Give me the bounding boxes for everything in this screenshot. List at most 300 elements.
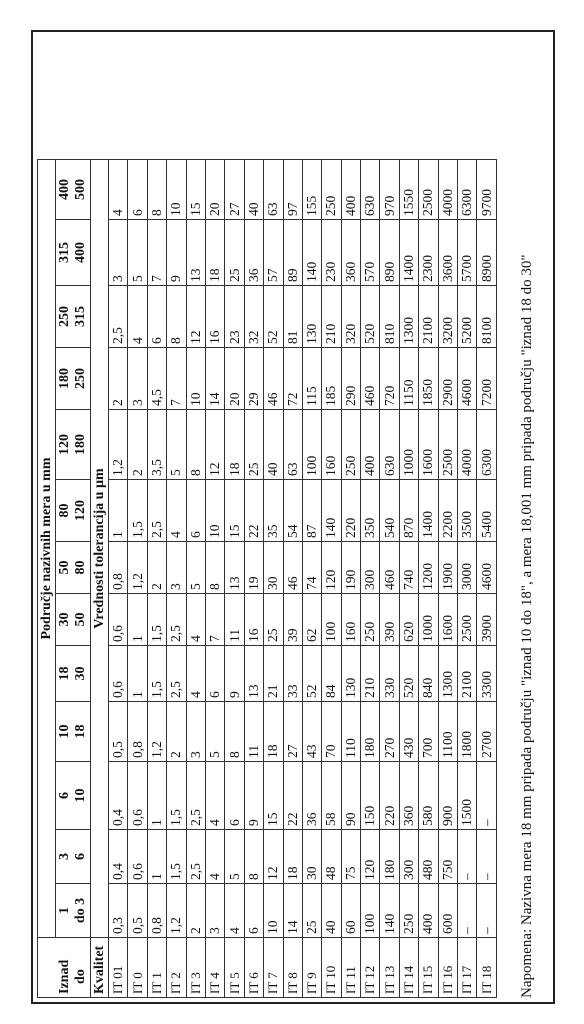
tolerance-value: 72 <box>283 348 302 410</box>
tolerance-value: 2,5 <box>167 646 186 702</box>
tolerance-value: 1,2 <box>147 702 166 762</box>
tolerance-value: 100 <box>361 884 380 938</box>
table-row <box>438 160 457 998</box>
tolerance-value: 6 <box>147 286 166 348</box>
tolerance-value: 290 <box>341 348 360 410</box>
range-to: 250 <box>73 368 88 389</box>
range-column-header <box>56 286 91 348</box>
tolerance-value: 33 <box>283 646 302 702</box>
tolerance-value: – <box>477 830 496 884</box>
tolerance-value: 250 <box>341 410 360 480</box>
range-to: 10 <box>73 788 88 803</box>
tolerance-value: 210 <box>361 646 380 702</box>
tolerance-value: 39 <box>283 594 302 646</box>
tolerance-value: 2,5 <box>186 762 205 830</box>
tolerance-value: 3 <box>205 884 224 938</box>
tolerance-value: 0,6 <box>109 646 128 702</box>
quality-grade: IT 01 <box>109 938 128 998</box>
tolerance-value: 4 <box>109 160 128 220</box>
tolerance-value: 1900 <box>438 542 457 594</box>
tolerance-value: 840 <box>419 646 438 702</box>
tolerance-value: 190 <box>341 542 360 594</box>
tolerance-value: 1550 <box>399 160 418 220</box>
table-row <box>283 160 302 998</box>
tolerance-value: 1 <box>128 646 147 702</box>
table-row <box>244 160 263 998</box>
tolerance-value: 0,5 <box>109 702 128 762</box>
tolerance-value: 1,2 <box>167 884 186 938</box>
tolerance-value: 300 <box>399 830 418 884</box>
tolerance-value: 2,5 <box>167 594 186 646</box>
tolerance-value: 4600 <box>477 542 496 594</box>
tolerance-value: 8 <box>167 286 186 348</box>
tolerance-value: 84 <box>322 646 341 702</box>
range-to: 315 <box>73 306 88 327</box>
tolerance-value: 2 <box>109 348 128 410</box>
tolerance-value: 4000 <box>438 160 457 220</box>
range-from: 120 <box>57 434 72 455</box>
tolerance-value: 180 <box>361 702 380 762</box>
tolerance-value: 3 <box>167 542 186 594</box>
tolerance-value: 9700 <box>477 160 496 220</box>
tolerance-value: 5 <box>128 220 147 286</box>
tolerance-value: 14 <box>283 884 302 938</box>
tolerance-value: 8 <box>205 542 224 594</box>
range-to: 400 <box>73 242 88 263</box>
tolerance-value: 900 <box>438 762 457 830</box>
quality-grade: IT 17 <box>458 938 477 998</box>
tolerance-value: 60 <box>341 884 360 938</box>
tolerance-value: 4600 <box>458 348 477 410</box>
tolerance-value: 21 <box>264 646 283 702</box>
tolerance-value: 630 <box>361 160 380 220</box>
tolerance-value: 750 <box>438 830 457 884</box>
subtitle-row <box>91 160 109 998</box>
tolerance-value: 270 <box>380 702 399 762</box>
tolerance-value: 8 <box>186 410 205 480</box>
tolerance-value: 11 <box>225 594 244 646</box>
quality-grade: IT 4 <box>205 938 224 998</box>
tolerance-value: 180 <box>380 830 399 884</box>
tolerance-value: 580 <box>419 762 438 830</box>
tolerance-value: 2900 <box>438 348 457 410</box>
tolerance-value: 400 <box>361 410 380 480</box>
tolerance-value: 155 <box>302 160 321 220</box>
tolerance-value: 1500 <box>458 762 477 830</box>
tolerance-value: 40 <box>264 410 283 480</box>
tolerance-value: 400 <box>419 884 438 938</box>
tolerance-value: 320 <box>341 286 360 348</box>
rotated-content <box>31 30 555 1004</box>
range-from: 1 <box>57 907 72 914</box>
tolerance-value: 2300 <box>419 220 438 286</box>
tolerance-value: 1000 <box>419 594 438 646</box>
tolerance-value: 25 <box>244 410 263 480</box>
tolerance-value: 19 <box>244 542 263 594</box>
tolerance-value: 400 <box>341 160 360 220</box>
tolerance-value: 100 <box>302 410 321 480</box>
tolerance-value: 8900 <box>477 220 496 286</box>
tolerance-value: 11 <box>244 702 263 762</box>
tolerance-value: – <box>477 884 496 938</box>
range-title: Područje nazivnih mera u mm <box>38 160 56 938</box>
tolerance-value: 7200 <box>477 348 496 410</box>
table-row <box>419 160 438 998</box>
tolerance-value: 350 <box>361 480 380 542</box>
tolerance-value: 1150 <box>399 348 418 410</box>
tolerance-value: 3600 <box>438 220 457 286</box>
tolerance-value: 150 <box>361 762 380 830</box>
tolerance-value: 3 <box>186 702 205 762</box>
tolerance-value: 4 <box>186 646 205 702</box>
tolerance-value: 1000 <box>399 410 418 480</box>
range-from: 250 <box>57 306 72 327</box>
tolerance-value: 0,4 <box>109 762 128 830</box>
tolerance-value: 2 <box>128 410 147 480</box>
tolerance-value: 29 <box>244 348 263 410</box>
tolerance-value: 25 <box>302 884 321 938</box>
tolerance-value: 250 <box>322 160 341 220</box>
tolerance-value: 1 <box>147 830 166 884</box>
range-column-header <box>56 762 91 830</box>
tolerance-value: 18 <box>264 702 283 762</box>
tolerance-value: 700 <box>419 702 438 762</box>
quality-grade: IT 8 <box>283 938 302 998</box>
tolerance-value: 115 <box>302 348 321 410</box>
tolerance-value: 25 <box>264 594 283 646</box>
tolerance-value: 360 <box>399 762 418 830</box>
tolerance-value: 18 <box>225 410 244 480</box>
range-from: 315 <box>57 242 72 263</box>
tolerance-value: 30 <box>264 542 283 594</box>
range-title-row <box>38 160 56 998</box>
tolerance-value: 3900 <box>477 594 496 646</box>
range-to: 30 <box>73 666 88 681</box>
range-column-header <box>56 220 91 286</box>
tolerance-value: 6 <box>244 884 263 938</box>
tolerance-value: 210 <box>322 286 341 348</box>
tolerance-value: 8 <box>225 702 244 762</box>
tolerance-value: 74 <box>302 542 321 594</box>
tolerance-value: 7 <box>147 220 166 286</box>
tolerance-value: 22 <box>283 762 302 830</box>
tolerance-value: 1,5 <box>167 762 186 830</box>
tolerance-value: 62 <box>302 594 321 646</box>
footnote: Napomena: Nazivna mera 18 mm pripada području "iznad 10 do 18", a mera 18,001 mm pripada području "iznad 18 do 30" <box>519 254 535 998</box>
tolerance-value: 160 <box>322 410 341 480</box>
tolerance-value: 1300 <box>438 646 457 702</box>
table-row <box>167 160 186 998</box>
tolerance-value: 89 <box>283 220 302 286</box>
range-from: 6 <box>57 792 72 799</box>
tolerance-value: 90 <box>341 762 360 830</box>
tolerance-value: 6 <box>225 762 244 830</box>
tolerance-value: 3,5 <box>147 410 166 480</box>
range-to: 80 <box>73 560 88 575</box>
range-from: 180 <box>57 368 72 389</box>
tolerance-value: 220 <box>341 480 360 542</box>
quality-grade: IT 13 <box>380 938 399 998</box>
tolerance-value: 3 <box>128 348 147 410</box>
tolerance-value: 720 <box>380 348 399 410</box>
range-to: 18 <box>73 724 88 739</box>
tolerance-value: 75 <box>341 830 360 884</box>
quality-grade: IT 1 <box>147 938 166 998</box>
tolerance-value: 4 <box>128 286 147 348</box>
tolerance-value: – <box>458 884 477 938</box>
range-to: do 3 <box>73 897 88 924</box>
tolerance-value: 7 <box>167 348 186 410</box>
tolerance-value: 8 <box>147 160 166 220</box>
tolerance-value: 1,2 <box>109 410 128 480</box>
range-from: 18 <box>57 666 72 681</box>
tolerance-value: 6 <box>128 160 147 220</box>
tolerance-value: 10 <box>264 884 283 938</box>
tolerance-value: 2100 <box>458 646 477 702</box>
tolerance-value: 5 <box>205 702 224 762</box>
tolerance-value: 5200 <box>458 286 477 348</box>
quality-grade: IT 14 <box>399 938 418 998</box>
quality-grade: IT 16 <box>438 938 457 998</box>
tolerance-value: 520 <box>361 286 380 348</box>
quality-grade: IT 0 <box>128 938 147 998</box>
tolerance-value: 30 <box>302 830 321 884</box>
tolerance-value: 46 <box>283 542 302 594</box>
tolerance-value: – <box>477 762 496 830</box>
table-row <box>109 160 128 998</box>
corner-header <box>56 938 91 998</box>
table-row <box>458 160 477 998</box>
quality-grade: IT 9 <box>302 938 321 998</box>
tolerance-value: 140 <box>322 480 341 542</box>
tolerance-value: 8 <box>244 830 263 884</box>
tolerance-value: 130 <box>341 646 360 702</box>
tolerance-value: 1,5 <box>128 480 147 542</box>
tolerance-value: 10 <box>167 160 186 220</box>
range-column-header <box>56 830 91 884</box>
tolerance-value: 100 <box>322 594 341 646</box>
tolerance-value: 16 <box>205 286 224 348</box>
tolerance-value: 870 <box>399 480 418 542</box>
table-row <box>128 160 147 998</box>
tolerance-value: 5 <box>186 542 205 594</box>
quality-grade: IT 6 <box>244 938 263 998</box>
tolerance-value: 2,5 <box>186 830 205 884</box>
tolerance-value: 3 <box>109 220 128 286</box>
tolerance-value: 0,6 <box>109 594 128 646</box>
tolerance-value: 1,5 <box>147 594 166 646</box>
tolerance-value: – <box>458 830 477 884</box>
tolerance-value: 14 <box>205 348 224 410</box>
tolerance-value: 4 <box>167 480 186 542</box>
quality-grade: IT 2 <box>167 938 186 998</box>
table-row <box>186 160 205 998</box>
tolerance-value: 140 <box>302 220 321 286</box>
tolerance-value: 6 <box>205 646 224 702</box>
tolerance-value: 1300 <box>399 286 418 348</box>
tolerance-value: 22 <box>244 480 263 542</box>
range-from: 30 <box>57 612 72 627</box>
tolerance-value: 0,6 <box>128 830 147 884</box>
range-from: 3 <box>57 853 72 860</box>
tolerance-value: 570 <box>361 220 380 286</box>
tolerance-value: 16 <box>244 594 263 646</box>
tolerance-value: 40 <box>322 884 341 938</box>
tolerance-table-wrapper <box>37 159 497 998</box>
table-row <box>477 160 496 998</box>
tolerance-value: 3000 <box>458 542 477 594</box>
tolerance-value: 330 <box>380 646 399 702</box>
table-row <box>322 160 341 998</box>
tolerance-value: 620 <box>399 594 418 646</box>
tolerance-value: 15 <box>186 160 205 220</box>
table-row <box>147 160 166 998</box>
tolerance-value: 1100 <box>438 702 457 762</box>
tolerance-value: 27 <box>225 160 244 220</box>
tolerance-value: 120 <box>361 830 380 884</box>
tolerance-value: 63 <box>264 160 283 220</box>
tolerance-value: 36 <box>244 220 263 286</box>
tolerance-value: 13 <box>186 220 205 286</box>
tolerance-value: 52 <box>264 286 283 348</box>
tolerance-value: 2100 <box>419 286 438 348</box>
tolerance-value: 1600 <box>438 594 457 646</box>
range-column-header <box>56 480 91 542</box>
tolerance-value: 35 <box>264 480 283 542</box>
quality-grade: IT 11 <box>341 938 360 998</box>
tolerance-value: 160 <box>341 594 360 646</box>
tolerance-value: 1600 <box>419 410 438 480</box>
tolerance-value: 2 <box>167 702 186 762</box>
tolerance-value: 36 <box>302 762 321 830</box>
tolerance-value: 300 <box>361 542 380 594</box>
tolerance-value: 5 <box>225 830 244 884</box>
tolerance-value: 13 <box>225 542 244 594</box>
tolerance-value: 390 <box>380 594 399 646</box>
tolerance-value: 2 <box>147 542 166 594</box>
tolerance-value: 185 <box>322 348 341 410</box>
tolerance-value: 1,5 <box>167 830 186 884</box>
tolerance-value: 13 <box>244 646 263 702</box>
tolerance-value: 2500 <box>458 594 477 646</box>
tolerance-value: 1400 <box>399 220 418 286</box>
tolerance-value: 740 <box>399 542 418 594</box>
range-from: 80 <box>57 503 72 518</box>
tolerance-value: 0,4 <box>109 830 128 884</box>
tolerance-value: 10 <box>205 480 224 542</box>
tolerance-table <box>37 159 497 998</box>
tolerance-value: 54 <box>283 480 302 542</box>
tolerance-value: 4,5 <box>147 348 166 410</box>
table-row <box>264 160 283 998</box>
tolerance-value: 3500 <box>458 480 477 542</box>
tolerance-value: 110 <box>341 702 360 762</box>
tolerance-value: 220 <box>380 762 399 830</box>
tolerance-value: 0,3 <box>109 884 128 938</box>
tolerance-value: 140 <box>380 884 399 938</box>
tolerance-value: 0,8 <box>147 884 166 938</box>
tolerance-value: 2,5 <box>147 480 166 542</box>
corner-label-to: do <box>72 969 88 984</box>
tolerance-value: 6 <box>186 480 205 542</box>
tolerance-value: 7 <box>205 594 224 646</box>
quality-grade: IT 5 <box>225 938 244 998</box>
tolerance-value: 540 <box>380 480 399 542</box>
tolerance-value: 3300 <box>477 646 496 702</box>
tolerance-value: 10 <box>186 348 205 410</box>
quality-grade: IT 3 <box>186 938 205 998</box>
range-column-header <box>56 646 91 702</box>
tolerance-value: 230 <box>322 220 341 286</box>
tolerance-value: 0,6 <box>128 762 147 830</box>
tolerance-value: 1,5 <box>147 646 166 702</box>
tolerance-value: 58 <box>322 762 341 830</box>
tolerance-value: 1850 <box>419 348 438 410</box>
tolerance-value: 5400 <box>477 480 496 542</box>
tolerance-value: 8100 <box>477 286 496 348</box>
tolerance-value: 460 <box>380 542 399 594</box>
tolerance-value: 1400 <box>419 480 438 542</box>
range-to: 180 <box>73 434 88 455</box>
tolerance-value: 5 <box>167 410 186 480</box>
tolerance-value: 600 <box>438 884 457 938</box>
tolerance-value: 630 <box>380 410 399 480</box>
tolerance-value: 2500 <box>419 160 438 220</box>
quality-label: Kvalitet <box>91 938 109 998</box>
tolerance-value: 2700 <box>477 702 496 762</box>
tolerance-value: 4000 <box>458 410 477 480</box>
tolerance-value: 57 <box>264 220 283 286</box>
tolerance-value: 9 <box>225 646 244 702</box>
range-to: 6 <box>73 853 88 860</box>
tolerance-value: 27 <box>283 702 302 762</box>
tolerance-value: 52 <box>302 646 321 702</box>
tolerance-value: 6300 <box>477 410 496 480</box>
table-row <box>361 160 380 998</box>
tolerance-value: 15 <box>264 762 283 830</box>
quality-grade: IT 15 <box>419 938 438 998</box>
tolerance-value: 1 <box>109 480 128 542</box>
tolerance-value: 2,5 <box>109 286 128 348</box>
tolerance-value: 48 <box>322 830 341 884</box>
tolerance-value: 250 <box>361 594 380 646</box>
tolerance-value: 250 <box>399 884 418 938</box>
range-to: 500 <box>73 179 88 200</box>
tolerance-value: 6300 <box>458 160 477 220</box>
tolerance-value: 810 <box>380 286 399 348</box>
table-row <box>341 160 360 998</box>
tolerance-value: 0,5 <box>128 884 147 938</box>
tolerance-value: 1 <box>147 762 166 830</box>
tolerance-value: 1 <box>128 594 147 646</box>
tolerance-value: 32 <box>244 286 263 348</box>
tolerance-value: 5700 <box>458 220 477 286</box>
tolerance-value: 9 <box>244 762 263 830</box>
tolerance-value: 970 <box>380 160 399 220</box>
table-row <box>205 160 224 998</box>
tolerance-value: 2200 <box>438 480 457 542</box>
tolerance-value: 430 <box>399 702 418 762</box>
tolerance-value: 1,2 <box>128 542 147 594</box>
range-column-header <box>56 594 91 646</box>
range-column-header <box>56 160 91 220</box>
tolerance-value: 46 <box>264 348 283 410</box>
range-column-header <box>56 542 91 594</box>
tolerance-value: 9 <box>167 220 186 286</box>
blank-corner-top <box>38 938 56 998</box>
tolerance-value: 70 <box>322 702 341 762</box>
tolerance-value: 97 <box>283 160 302 220</box>
